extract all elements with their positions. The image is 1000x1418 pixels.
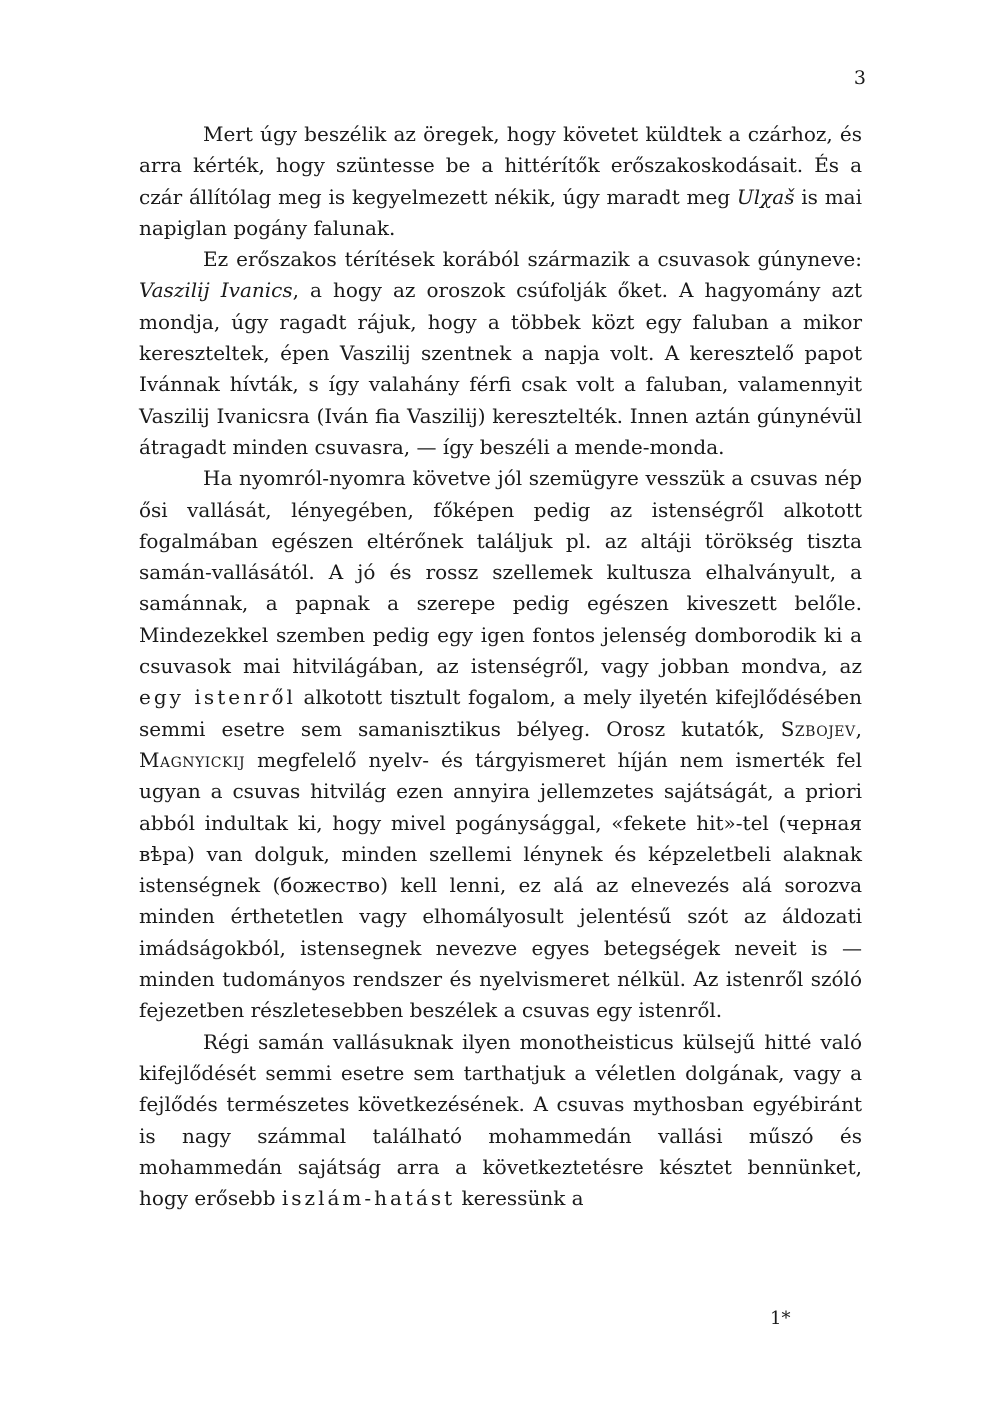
text-run: Régi samán vallásuknak ilyen monotheisticus külsejű hitté való kifejlődését semmi esetre sem tarthatjuk a véletlen dolgának, vagy a fejlődés természetes következésének. A csuvas mythosban egyébiránt is nagy számmal található mohammedán vallási műszó és mohammedán sajátság arra a következtetésre késztet bennünket, hogy erősebb [139,1029,862,1211]
paragraph [139,119,862,244]
text-run: keressünk a [455,1186,584,1211]
text-run: , [855,716,862,741]
spaced-emphasis: iszlám-hatást [281,1186,456,1211]
italic-term: Vaszilij Ivanics [139,278,293,303]
spaced-emphasis: egy istenről [139,685,296,710]
paragraph [139,463,862,1026]
text-run: is mai napiglan pogány falunak. [139,184,862,240]
text-run: alkotott tisztult fogalom, a mely ilyetén kifejlődésében semmi esetre sem samanisztikus bélyeg. Orosz kutatók, [139,685,862,741]
text-run: Ez erőszakos térítések korából származik a csuvasok gúnyneve: [203,247,862,272]
italic-term: Ulχaš [736,184,795,209]
text-run: Mert úgy beszélik az öregek, hogy követet küldtek a czárhoz, és arra kérték, hogy szüntesse be a hittérítők erőszakoskodásait. És a czár állítólag meg is kegyelmezett nékik, úgy maradt meg [139,122,862,209]
text-run: Ha nyomról-nyomra követve jól szemügyre vesszük a csuvas nép ősi vallását, lényegében, főképen pedig az istenségről alkotott fogalmában egészen eltérőnek találjuk pl. az altáji törökség tiszta samán-vallásától. A jó és rossz szellemek kultusza elhalványult, a samánnak, a papnak a szerepe pedig egészen kiveszett belőle. Mindezekkel szemben pedig egy igen fontos jelenség domborodik ki a csuvasok mai hitvilágában, az istenségről, vagy jobban mondva, az [139,466,862,679]
author-name: Magnyickij [139,747,246,772]
page-number: 3 [853,67,866,89]
paragraph [139,244,862,463]
signature-mark: 1* [770,1308,791,1329]
body-text [139,119,862,1214]
paragraph [139,1027,862,1215]
text-run: , a hogy az oroszok csúfolják őket. A hagyomány azt mondja, úgy ragadt rájuk, hogy a többek közt egy faluban a mikor kereszteltek, épen Vaszilij szentnek a napja volt. A keresztelő papot Ivánnak hívták, s így valahány férfi csak volt a faluban, valamennyit Vaszilij Ivanicsra (Iván fia Vaszilij) keresztelték. Innen aztán gúnynévül átragadt minden csuvasra, — így beszéli a mende-monda. [139,278,862,459]
author-name: Szbojev [780,716,856,741]
text-run: megfelelő nyelv- és tárgyismeret híján nem ismerték fel ugyan a csuvas hitvilág ezen annyira jellemzetes sajátságát, a priori abból indultak ki, hogy mivel pogánysággal, «fekete hit»-tel (черная вѣра) van dolguk, minden szellemi lénynek és képzeletbeli alaknak istenségnek (божество) kell lenni, ez alá az elnevezés alá sorozva minden érthetetlen vagy elhomályosult jelentésű szót az áldozati imádságokból, istensegnek nevezve egyes betegségek neveit is — minden tudományos rendszer és nyelvismeret nélkül. Az istenről szóló fejezetben részletesebben beszélek a csuvas egy istenről. [139,747,862,1023]
